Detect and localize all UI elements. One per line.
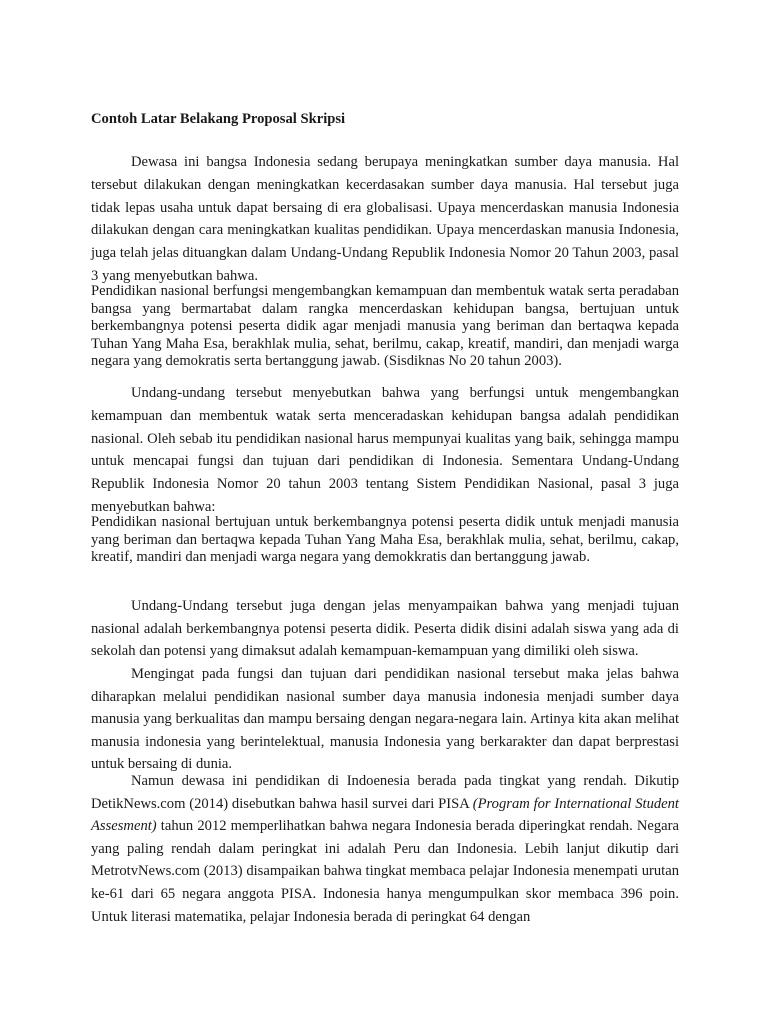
paragraph-5-text-end: tahun 2012 memperlihatkan bahwa negara Indonesia berada diperingkat rendah. Negara yang paling rendah dalam peringkat ini adalah Peru dan Indonesia. Lebih lanjut dikutip dari MetrotvNews.com (2013) disampaikan bahwa tingkat membaca pelajar Indonesia menempati urutan ke-61 dari 65 negara anggota PISA. Indonesia hanya mengumpulkan skor membaca 396 poin. Untuk literasi matematika, pelajar Indonesia berada di peringkat 64 dengan (91, 818, 679, 925)
quote-1: Pendidikan nasional berfungsi mengembangkan kemampuan dan membentuk watak serta peradaban bangsa yang bermartabat dalam rangka mencerdaskan kehidupan bangsa, bertujuan untuk berkembangnya potensi peserta didik agar menjadi manusia yang beriman dan bertaqwa kepada Tuhan Yang Maha Esa, berakhlak mulia, sehat, berilmu, cakap, kreatif, mandiri, dan menjadi warga negara yang demokratis serta bertanggung jawab. (Sisdiknas No 20 tahun 2003). (91, 283, 679, 370)
paragraph-5-text-start: Namun dewasa ini pendidikan di Indoenesia berada pada tingkat yang rendah. Dikutip DetikNews.com (2014) disebutkan bahwa hasil survei dari PISA (91, 773, 679, 812)
paragraph-1: Dewasa ini bangsa Indonesia sedang berupaya meningkatkan sumber daya manusia. Hal tersebut dilakukan dengan meningkatkan kecerdasakan sumber daya manusia. Hal tersebut juga tidak lepas usaha untuk dapat bersaing di era globalisasi. Upaya mencerdaskan manusia Indonesia dilakukan dengan cara meningkatkan kualitas pendidikan. Upaya mencerdaskan manusia Indonesia, juga telah jelas dituangkan dalam Undang-Undang Republik Indonesia Nomor 20 Tahun 2003, pasal 3 yang menyebutkan bahwa. (91, 154, 679, 284)
quote-2: Pendidikan nasional bertujuan untuk berkembangnya potensi peserta didik untuk menjadi manusia yang beriman dan bertaqwa kepada Tuhan Yang Maha Esa, berakhlak mulia, sehat, berilmu, cakap, kreatif, mandiri dan menjadi warga negara yang demokkratis dan bertanggung jawab. (91, 514, 679, 566)
paragraph-2: Undang-undang tersebut menyebutkan bahwa yang berfungsi untuk mengembangkan kemampuan dan membentuk watak serta menceradaskan kehidupan bangsa adalah pendidikan nasional. Oleh sebab itu pendidikan nasional harus mempunyai kualitas yang baik, sehingga mampu untuk mencapai fungsi dan tujuan dari pendidikan di Indonesia. Sementara Undang-Undang Republik Indonesia Nomor 20 tahun 2003 tentang Sistem Pendidikan Nasional, pasal 3 juga menyebutkan bahwa: (91, 385, 679, 515)
paragraph-4: Mengingat pada fungsi dan tujuan dari pendidikan nasional tersebut maka jelas bahwa diharapkan melalui pendidikan nasional sumber daya manusia indonesia menjadi sumber daya manusia yang berkualitas dan mampu bersaing dengan negara-negara lain. Artinya kita akan melihat manusia indonesia yang berintelektual, manusia Indonesia yang berkarakter dan dapat berprestasi untuk bersaing di dunia. (91, 666, 679, 773)
document-title: Contoh Latar Belakang Proposal Skripsi (91, 111, 346, 127)
paragraph-3: Undang-Undang tersebut juga dengan jelas menyampaikan bahwa yang menjadi tujuan nasional adalah berkembangnya potensi peserta didik. Peserta didik disini adalah siswa yang ada di sekolah dan potensi yang dimaksut adalah kemampuan-kemampuan yang dimiliki oleh siswa. (91, 598, 679, 660)
pisa-expansion: (Program for International Student Assesment) (91, 795, 679, 835)
paragraph-5 (91, 770, 679, 928)
document-page (91, 0, 679, 1024)
